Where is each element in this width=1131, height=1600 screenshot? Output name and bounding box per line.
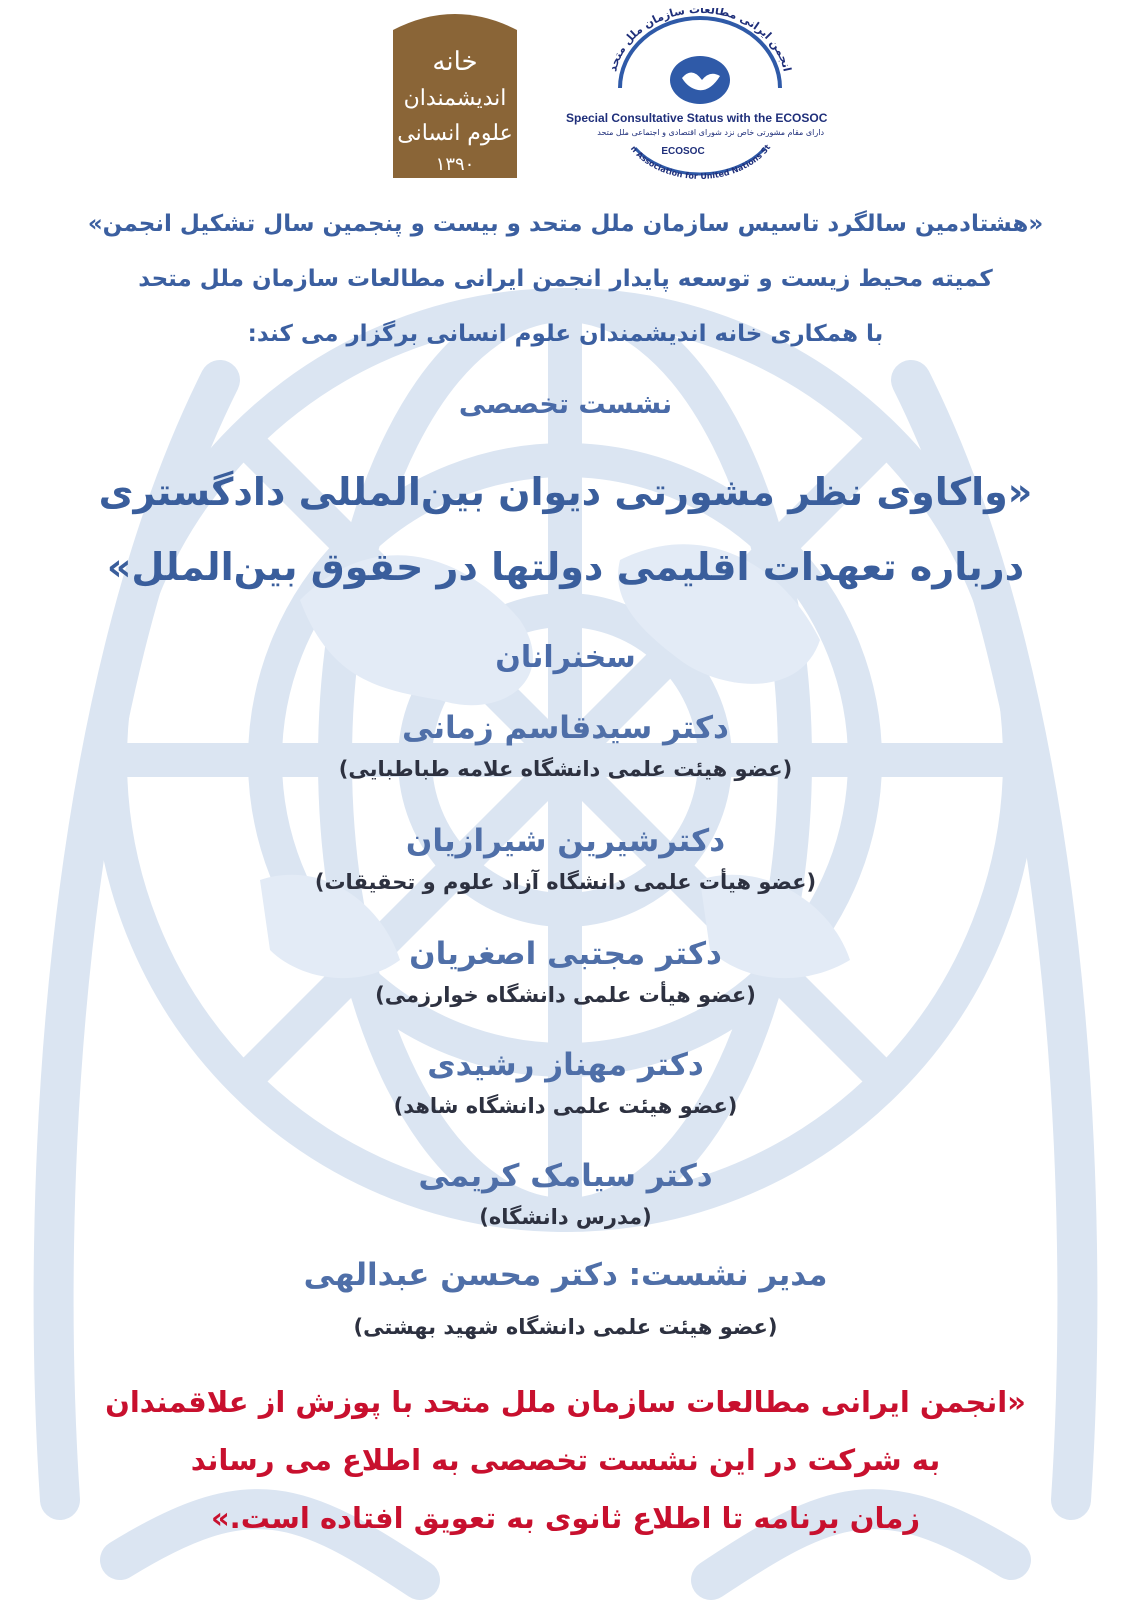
khaneh-logo-line1: خانه [432,47,478,77]
notice-line-1: «انجمن ایرانی مطالعات سازمان ملل متحد با پوزش از علاقمندان [105,1385,1026,1419]
ecosoc-status-en: Special Consultative Status with the ECOSOC [566,111,828,125]
intro-line-1: «هشتادمین سالگرد تاسیس سازمان ملل متحد و بیست و پنجمین سال تشکیل انجمن» [87,211,1044,237]
khaneh-logo-line2: اندیشمندان [403,86,507,111]
moderator-affiliation: (عضو هیئت علمی دانشگاه شهید بهشتی) [353,1315,778,1339]
title-line-2: درباره تعهدات اقلیمی دولتها در حقوق بین‌الملل» [106,545,1025,589]
speaker-name: دکتر سیامک کریمی [418,1158,713,1194]
speaker-name: دکتر مجتبی اصغریان [409,936,722,972]
ecosoc-arc-text: انجمن ایرانی مطالعات سازمان ملل متحد [606,8,794,73]
intro-line-3: با همکاری خانه اندیشمندان علوم انسانی برگزار می کند: [247,321,884,347]
notice-line-2: به شرکت در این نشست تخصصی به اطلاع می رساند [190,1443,941,1477]
speakers-label: سخنرانان [495,640,636,675]
speaker-name: دکتر مهناز رشیدی [427,1047,704,1083]
notice-line-3: زمان برنامه تا اطلاع ثانوی به تعویق افتاده است.» [210,1501,921,1535]
speaker-affiliation: (عضو هیأت علمی دانشگاه آزاد علوم و تحقیقات) [314,870,817,894]
speaker-name: دکتر سیدقاسم زمانی [402,710,729,746]
khaneh-logo-year: ۱۳۹۰ [435,154,475,175]
khaneh-andishmandan-logo [345,0,565,210]
speaker-affiliation: (مدرس دانشگاه) [479,1205,652,1229]
khaneh-logo-line3: علوم انسانی [397,121,513,146]
iaun-ecosoc-logo [560,8,840,188]
speaker-affiliation: (عضو هیئت علمی دانشگاه علامه طباطبایی) [338,757,793,781]
speaker-affiliation: (عضو هیأت علمی دانشگاه خوارزمی) [375,983,756,1007]
intro-line-2: کمیته محیط زیست و توسعه پایدار انجمن ایرانی مطالعات سازمان ملل متحد [138,266,993,292]
ecosoc-label: ECOSOC [661,146,705,157]
ecosoc-bottom-arc-text: n Association for United Nations St [628,142,773,181]
title-line-1: «واکاوی نظر مشورتی دیوان بین‌المللی دادگستری [98,470,1033,514]
logo-bar [0,0,1131,215]
speaker-affiliation: (عضو هیئت علمی دانشگاه شاهد) [393,1094,738,1118]
speaker-name: دکترشیرین شیرازیان [405,823,726,859]
moderator-line: مدیر نشست: دکتر محسن عبدالهی [303,1257,828,1293]
ecosoc-status-fa: دارای مقام مشورتی خاص نزد شورای اقتصادی و اجتماعی ملل متحد [597,128,824,137]
session-label: نشست تخصصی [458,389,673,420]
